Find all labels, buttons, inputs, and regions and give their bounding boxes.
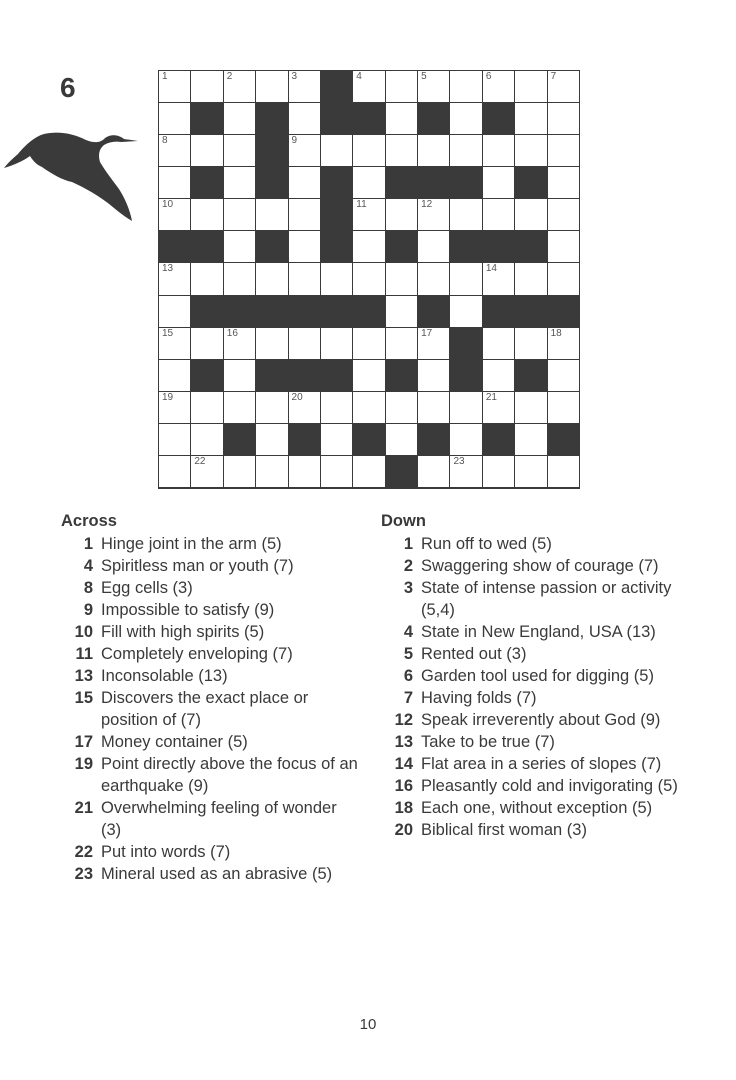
- clue-number: 1: [83, 535, 93, 553]
- black-square: [418, 103, 449, 134]
- black-square: [256, 167, 287, 198]
- black-square: [159, 231, 190, 262]
- grid-cell[interactable]: [256, 71, 287, 102]
- across-clue-list: [61, 533, 361, 885]
- cell-number: 11: [356, 199, 367, 211]
- clue-number: 16: [394, 777, 413, 795]
- grid-cell[interactable]: [191, 135, 222, 166]
- cell-number: 15: [162, 327, 174, 339]
- black-square: [224, 296, 255, 327]
- down-clue: [381, 643, 701, 665]
- black-square: [418, 424, 449, 455]
- grid-cell[interactable]: [515, 199, 546, 230]
- grid-cell[interactable]: [321, 392, 352, 423]
- grid-cell[interactable]: [548, 456, 579, 487]
- clue-text: State in New England, USA (13): [421, 623, 656, 641]
- clue-text: Pleasantly cold and invigorating (5): [421, 777, 678, 795]
- black-square: [321, 360, 352, 391]
- cell-number: 14: [485, 263, 497, 275]
- clue-text: Spiritless man or youth (7): [101, 557, 294, 575]
- grid-cell[interactable]: [191, 456, 222, 487]
- grid-cell[interactable]: [386, 263, 417, 294]
- cell-number: 7: [550, 71, 557, 82]
- across-clue: [61, 687, 361, 731]
- grid-cell[interactable]: [450, 71, 481, 102]
- grid-cell[interactable]: [353, 135, 384, 166]
- grid-cell[interactable]: [548, 231, 579, 262]
- across-clue: [61, 797, 361, 841]
- black-square: [321, 296, 352, 327]
- down-clue: [381, 665, 701, 687]
- black-square: [515, 231, 546, 262]
- clue-text: Hinge joint in the arm (5): [101, 535, 282, 553]
- grid-cell[interactable]: [289, 456, 320, 487]
- clue-number: 5: [403, 645, 413, 663]
- clue-text: Garden tool used for digging (5): [421, 667, 654, 685]
- grid-cell[interactable]: [483, 392, 514, 423]
- black-square: [321, 167, 352, 198]
- grid-cell[interactable]: [548, 392, 579, 423]
- grid-cell[interactable]: [353, 360, 384, 391]
- down-clue: [381, 621, 701, 643]
- black-square: [418, 167, 449, 198]
- black-square: [353, 424, 384, 455]
- cell-number: 10: [162, 199, 174, 211]
- clue-number: 9: [83, 601, 93, 619]
- down-clue: [381, 731, 701, 753]
- clue-number: 22: [74, 843, 93, 861]
- grid-cell[interactable]: [450, 392, 481, 423]
- grid-cell[interactable]: [548, 360, 579, 391]
- clue-number: 11: [75, 645, 93, 663]
- grid-cell[interactable]: [548, 199, 579, 230]
- clue-text: Run off to wed (5): [421, 535, 552, 553]
- across-clue: [61, 533, 361, 555]
- black-square: [321, 199, 352, 230]
- grid-cell[interactable]: [256, 263, 287, 294]
- black-square: [256, 360, 287, 391]
- clue-text: Egg cells (3): [101, 579, 193, 597]
- grid-cell[interactable]: [450, 199, 481, 230]
- grid-cell[interactable]: [321, 135, 352, 166]
- black-square: [548, 296, 579, 327]
- grid-cell[interactable]: [418, 392, 449, 423]
- grid-cell[interactable]: [191, 328, 222, 359]
- grid-cell[interactable]: [289, 71, 320, 102]
- cell-number: 22: [194, 455, 206, 467]
- black-square: [224, 424, 255, 455]
- black-square: [191, 360, 222, 391]
- grid-cell[interactable]: [515, 263, 546, 294]
- black-square: [386, 231, 417, 262]
- cell-number: 6: [485, 71, 492, 82]
- clue-text: Swaggering show of courage (7): [421, 557, 659, 575]
- grid-cell[interactable]: [159, 263, 190, 294]
- cell-number: 3: [291, 71, 298, 82]
- across-clue: [61, 753, 361, 797]
- black-square: [515, 360, 546, 391]
- cell-number: 16: [226, 327, 238, 339]
- across-heading: Across: [61, 512, 117, 530]
- across-clue: [61, 599, 361, 621]
- grid-cell[interactable]: [483, 135, 514, 166]
- clue-number: 6: [403, 667, 413, 685]
- grid-cell[interactable]: [224, 360, 255, 391]
- grid-cell[interactable]: [418, 456, 449, 487]
- grid-cell[interactable]: [548, 103, 579, 134]
- down-clues: [381, 510, 701, 841]
- clue-number: 15: [74, 689, 93, 707]
- clue-text: State of intense passion or activity (5,4): [421, 579, 672, 619]
- grid-cell[interactable]: [515, 392, 546, 423]
- across-clues: [61, 510, 361, 885]
- black-square: [450, 360, 481, 391]
- grid-cell[interactable]: [483, 199, 514, 230]
- cell-number: 20: [291, 391, 303, 403]
- cell-number: 8: [162, 135, 168, 147]
- cell-number: 5: [421, 71, 427, 82]
- across-clue: [61, 731, 361, 753]
- grid-cell[interactable]: [159, 456, 190, 487]
- grid-cell[interactable]: [289, 199, 320, 230]
- grid-cell[interactable]: [418, 135, 449, 166]
- grid-cell[interactable]: [159, 328, 190, 359]
- cell-number: 21: [485, 391, 497, 403]
- grid-cell[interactable]: [159, 103, 190, 134]
- clue-number: 13: [74, 667, 93, 685]
- clue-number: 4: [403, 623, 413, 641]
- clue-number: 8: [83, 579, 93, 597]
- clue-number: 19: [74, 755, 93, 773]
- grid-cell[interactable]: [548, 167, 579, 198]
- grid-cell[interactable]: [353, 71, 384, 102]
- clue-text: Put into words (7): [101, 843, 231, 861]
- clue-number: 14: [394, 755, 413, 773]
- grid-cell[interactable]: [224, 231, 255, 262]
- heron-silhouette-icon: [0, 122, 145, 222]
- black-square: [548, 424, 579, 455]
- clue-number: 7: [403, 689, 413, 707]
- grid-cell[interactable]: [450, 103, 481, 134]
- grid-cell[interactable]: [353, 328, 384, 359]
- clue-number: 12: [394, 711, 413, 729]
- cell-number: 23: [453, 455, 465, 467]
- black-square: [483, 103, 514, 134]
- grid-cell[interactable]: [159, 424, 190, 455]
- clue-text: Completely enveloping (7): [101, 645, 293, 663]
- grid-cell[interactable]: [386, 392, 417, 423]
- black-square: [386, 456, 417, 487]
- grid-cell[interactable]: [289, 135, 320, 166]
- grid-cell[interactable]: [191, 424, 222, 455]
- grid-cell[interactable]: [450, 424, 481, 455]
- black-square: [191, 231, 222, 262]
- black-square: [321, 71, 352, 102]
- grid-cell[interactable]: [386, 71, 417, 102]
- grid-cell[interactable]: [321, 424, 352, 455]
- across-clue: [61, 555, 361, 577]
- clue-text: Discovers the exact place or position of (7): [101, 689, 309, 729]
- down-clue: [381, 533, 701, 555]
- across-clue: [61, 643, 361, 665]
- clue-text: Impossible to satisfy (9): [101, 601, 275, 619]
- black-square: [191, 167, 222, 198]
- black-square: [256, 231, 287, 262]
- black-square: [450, 167, 481, 198]
- grid-cell[interactable]: [289, 263, 320, 294]
- clue-number: 18: [394, 799, 413, 817]
- grid-cell[interactable]: [256, 328, 287, 359]
- crossword-grid: [158, 70, 580, 489]
- grid-cell[interactable]: [483, 263, 514, 294]
- grid-cell[interactable]: [450, 296, 481, 327]
- clue-text: Having folds (7): [421, 689, 537, 707]
- cell-number: 19: [162, 391, 174, 403]
- black-square: [256, 103, 287, 134]
- grid-cell[interactable]: [321, 263, 352, 294]
- black-square: [191, 103, 222, 134]
- grid-cell[interactable]: [548, 135, 579, 166]
- grid-cell[interactable]: [386, 424, 417, 455]
- page-number: 10: [359, 1016, 377, 1033]
- puzzle-number: 6: [60, 72, 76, 103]
- grid-cell[interactable]: [224, 167, 255, 198]
- clue-text: Money container (5): [101, 733, 248, 751]
- black-square: [353, 103, 384, 134]
- grid-cell[interactable]: [256, 199, 287, 230]
- grid-cell[interactable]: [224, 199, 255, 230]
- clue-text: Each one, without exception (5): [421, 799, 653, 817]
- black-square: [515, 296, 546, 327]
- grid-cell[interactable]: [386, 296, 417, 327]
- grid-cell[interactable]: [289, 167, 320, 198]
- grid-cell[interactable]: [515, 71, 546, 102]
- down-clue: [381, 687, 701, 709]
- grid-cell[interactable]: [289, 103, 320, 134]
- clue-text: Biblical first woman (3): [421, 821, 587, 839]
- grid-cell[interactable]: [191, 392, 222, 423]
- clue-number: 20: [394, 821, 413, 839]
- grid-cell[interactable]: [191, 263, 222, 294]
- clue-text: Inconsolable (13): [101, 667, 228, 685]
- down-heading: Down: [381, 512, 426, 530]
- black-square: [483, 424, 514, 455]
- grid-cell[interactable]: [483, 167, 514, 198]
- grid-cell[interactable]: [159, 71, 190, 102]
- grid-cell[interactable]: [418, 263, 449, 294]
- grid-cell[interactable]: [191, 71, 222, 102]
- clue-number: 10: [74, 623, 93, 641]
- black-square: [321, 103, 352, 134]
- across-clue: [61, 577, 361, 599]
- black-square: [450, 328, 481, 359]
- grid-cell[interactable]: [159, 135, 190, 166]
- grid-cell[interactable]: [386, 103, 417, 134]
- grid-cell[interactable]: [353, 392, 384, 423]
- grid-cell[interactable]: [418, 360, 449, 391]
- grid-cell[interactable]: [256, 392, 287, 423]
- black-square: [289, 296, 320, 327]
- grid-cell[interactable]: [483, 328, 514, 359]
- black-square: [418, 296, 449, 327]
- grid-cell[interactable]: [321, 456, 352, 487]
- grid-cell[interactable]: [289, 231, 320, 262]
- across-clue: [61, 841, 361, 863]
- clue-text: Flat area in a series of slopes (7): [421, 755, 662, 773]
- grid-cell[interactable]: [289, 392, 320, 423]
- grid-cell[interactable]: [450, 263, 481, 294]
- grid-cell[interactable]: [353, 167, 384, 198]
- grid-cell[interactable]: [515, 424, 546, 455]
- grid-cell[interactable]: [224, 135, 255, 166]
- grid-cell[interactable]: [159, 360, 190, 391]
- grid-cell[interactable]: [224, 328, 255, 359]
- grid-cell[interactable]: [353, 263, 384, 294]
- clue-number: 2: [403, 557, 413, 575]
- black-square: [321, 231, 352, 262]
- grid-cell[interactable]: [159, 392, 190, 423]
- black-square: [191, 296, 222, 327]
- grid-cell[interactable]: [224, 103, 255, 134]
- clue-number: 23: [74, 865, 93, 883]
- clue-number: 17: [74, 733, 93, 751]
- down-clue: [381, 555, 701, 577]
- black-square: [289, 424, 320, 455]
- clue-text: Rented out (3): [421, 645, 527, 663]
- grid-cell[interactable]: [418, 328, 449, 359]
- grid-cell[interactable]: [224, 263, 255, 294]
- down-clue: [381, 577, 701, 621]
- cell-number: 9: [291, 135, 298, 147]
- cell-number: 1: [162, 71, 168, 82]
- black-square: [256, 135, 287, 166]
- cell-number: 18: [550, 327, 562, 339]
- grid-cell[interactable]: [289, 328, 320, 359]
- down-clue: [381, 753, 701, 775]
- down-clue: [381, 709, 701, 731]
- black-square: [483, 296, 514, 327]
- grid-cell[interactable]: [224, 456, 255, 487]
- grid-cell[interactable]: [418, 199, 449, 230]
- grid-cell[interactable]: [418, 71, 449, 102]
- grid-cell[interactable]: [548, 263, 579, 294]
- black-square: [353, 296, 384, 327]
- across-clue: [61, 621, 361, 643]
- across-clue: [61, 863, 361, 885]
- cell-number: 17: [421, 327, 433, 339]
- across-clue: [61, 665, 361, 687]
- clue-number: 4: [83, 557, 93, 575]
- clue-text: Point directly above the focus of an earthquake (9): [101, 755, 358, 795]
- down-clue: [381, 797, 701, 819]
- black-square: [386, 167, 417, 198]
- grid-cell[interactable]: [483, 71, 514, 102]
- black-square: [450, 231, 481, 262]
- grid-cell[interactable]: [224, 71, 255, 102]
- grid-cell[interactable]: [483, 360, 514, 391]
- grid-cell[interactable]: [418, 231, 449, 262]
- cell-number: 2: [226, 71, 233, 82]
- grid-cell[interactable]: [450, 456, 481, 487]
- grid-cell[interactable]: [483, 456, 514, 487]
- grid-cell[interactable]: [386, 135, 417, 166]
- black-square: [289, 360, 320, 391]
- grid-cell[interactable]: [450, 135, 481, 166]
- clue-number: 21: [74, 799, 93, 817]
- clue-text: Speak irreverently about God (9): [421, 711, 661, 729]
- grid-cell[interactable]: [159, 199, 190, 230]
- grid-cell[interactable]: [515, 103, 546, 134]
- grid-cell[interactable]: [515, 456, 546, 487]
- clue-text: Mineral used as an abrasive (5): [101, 865, 333, 883]
- grid-cell[interactable]: [548, 328, 579, 359]
- black-square: [256, 296, 287, 327]
- grid-cell[interactable]: [159, 167, 190, 198]
- clue-text: Overwhelming feeling of wonder (3): [101, 799, 337, 839]
- grid-cell[interactable]: [256, 456, 287, 487]
- cell-number: 4: [356, 71, 362, 82]
- clue-number: 1: [403, 535, 413, 553]
- grid-cell[interactable]: [386, 328, 417, 359]
- grid-cell[interactable]: [353, 456, 384, 487]
- cell-number: 12: [421, 199, 433, 211]
- down-clue: [381, 819, 701, 841]
- grid-cell[interactable]: [321, 328, 352, 359]
- clue-number: 3: [403, 579, 413, 597]
- grid-cell[interactable]: [191, 199, 222, 230]
- grid-cell[interactable]: [515, 328, 546, 359]
- grid-cell[interactable]: [256, 424, 287, 455]
- clue-text: Fill with high spirits (5): [101, 623, 265, 641]
- grid-cell[interactable]: [548, 71, 579, 102]
- grid-cell[interactable]: [386, 199, 417, 230]
- down-clue-list: [381, 533, 701, 841]
- black-square: [483, 231, 514, 262]
- grid-cell[interactable]: [159, 296, 190, 327]
- clue-text: Take to be true (7): [421, 733, 555, 751]
- grid-cell[interactable]: [224, 392, 255, 423]
- clue-number: 13: [394, 733, 413, 751]
- down-clue: [381, 775, 701, 797]
- grid-cell[interactable]: [515, 135, 546, 166]
- cell-number: 13: [162, 263, 174, 275]
- grid-cell[interactable]: [353, 231, 384, 262]
- black-square: [515, 167, 546, 198]
- grid-cell[interactable]: [353, 199, 384, 230]
- black-square: [386, 360, 417, 391]
